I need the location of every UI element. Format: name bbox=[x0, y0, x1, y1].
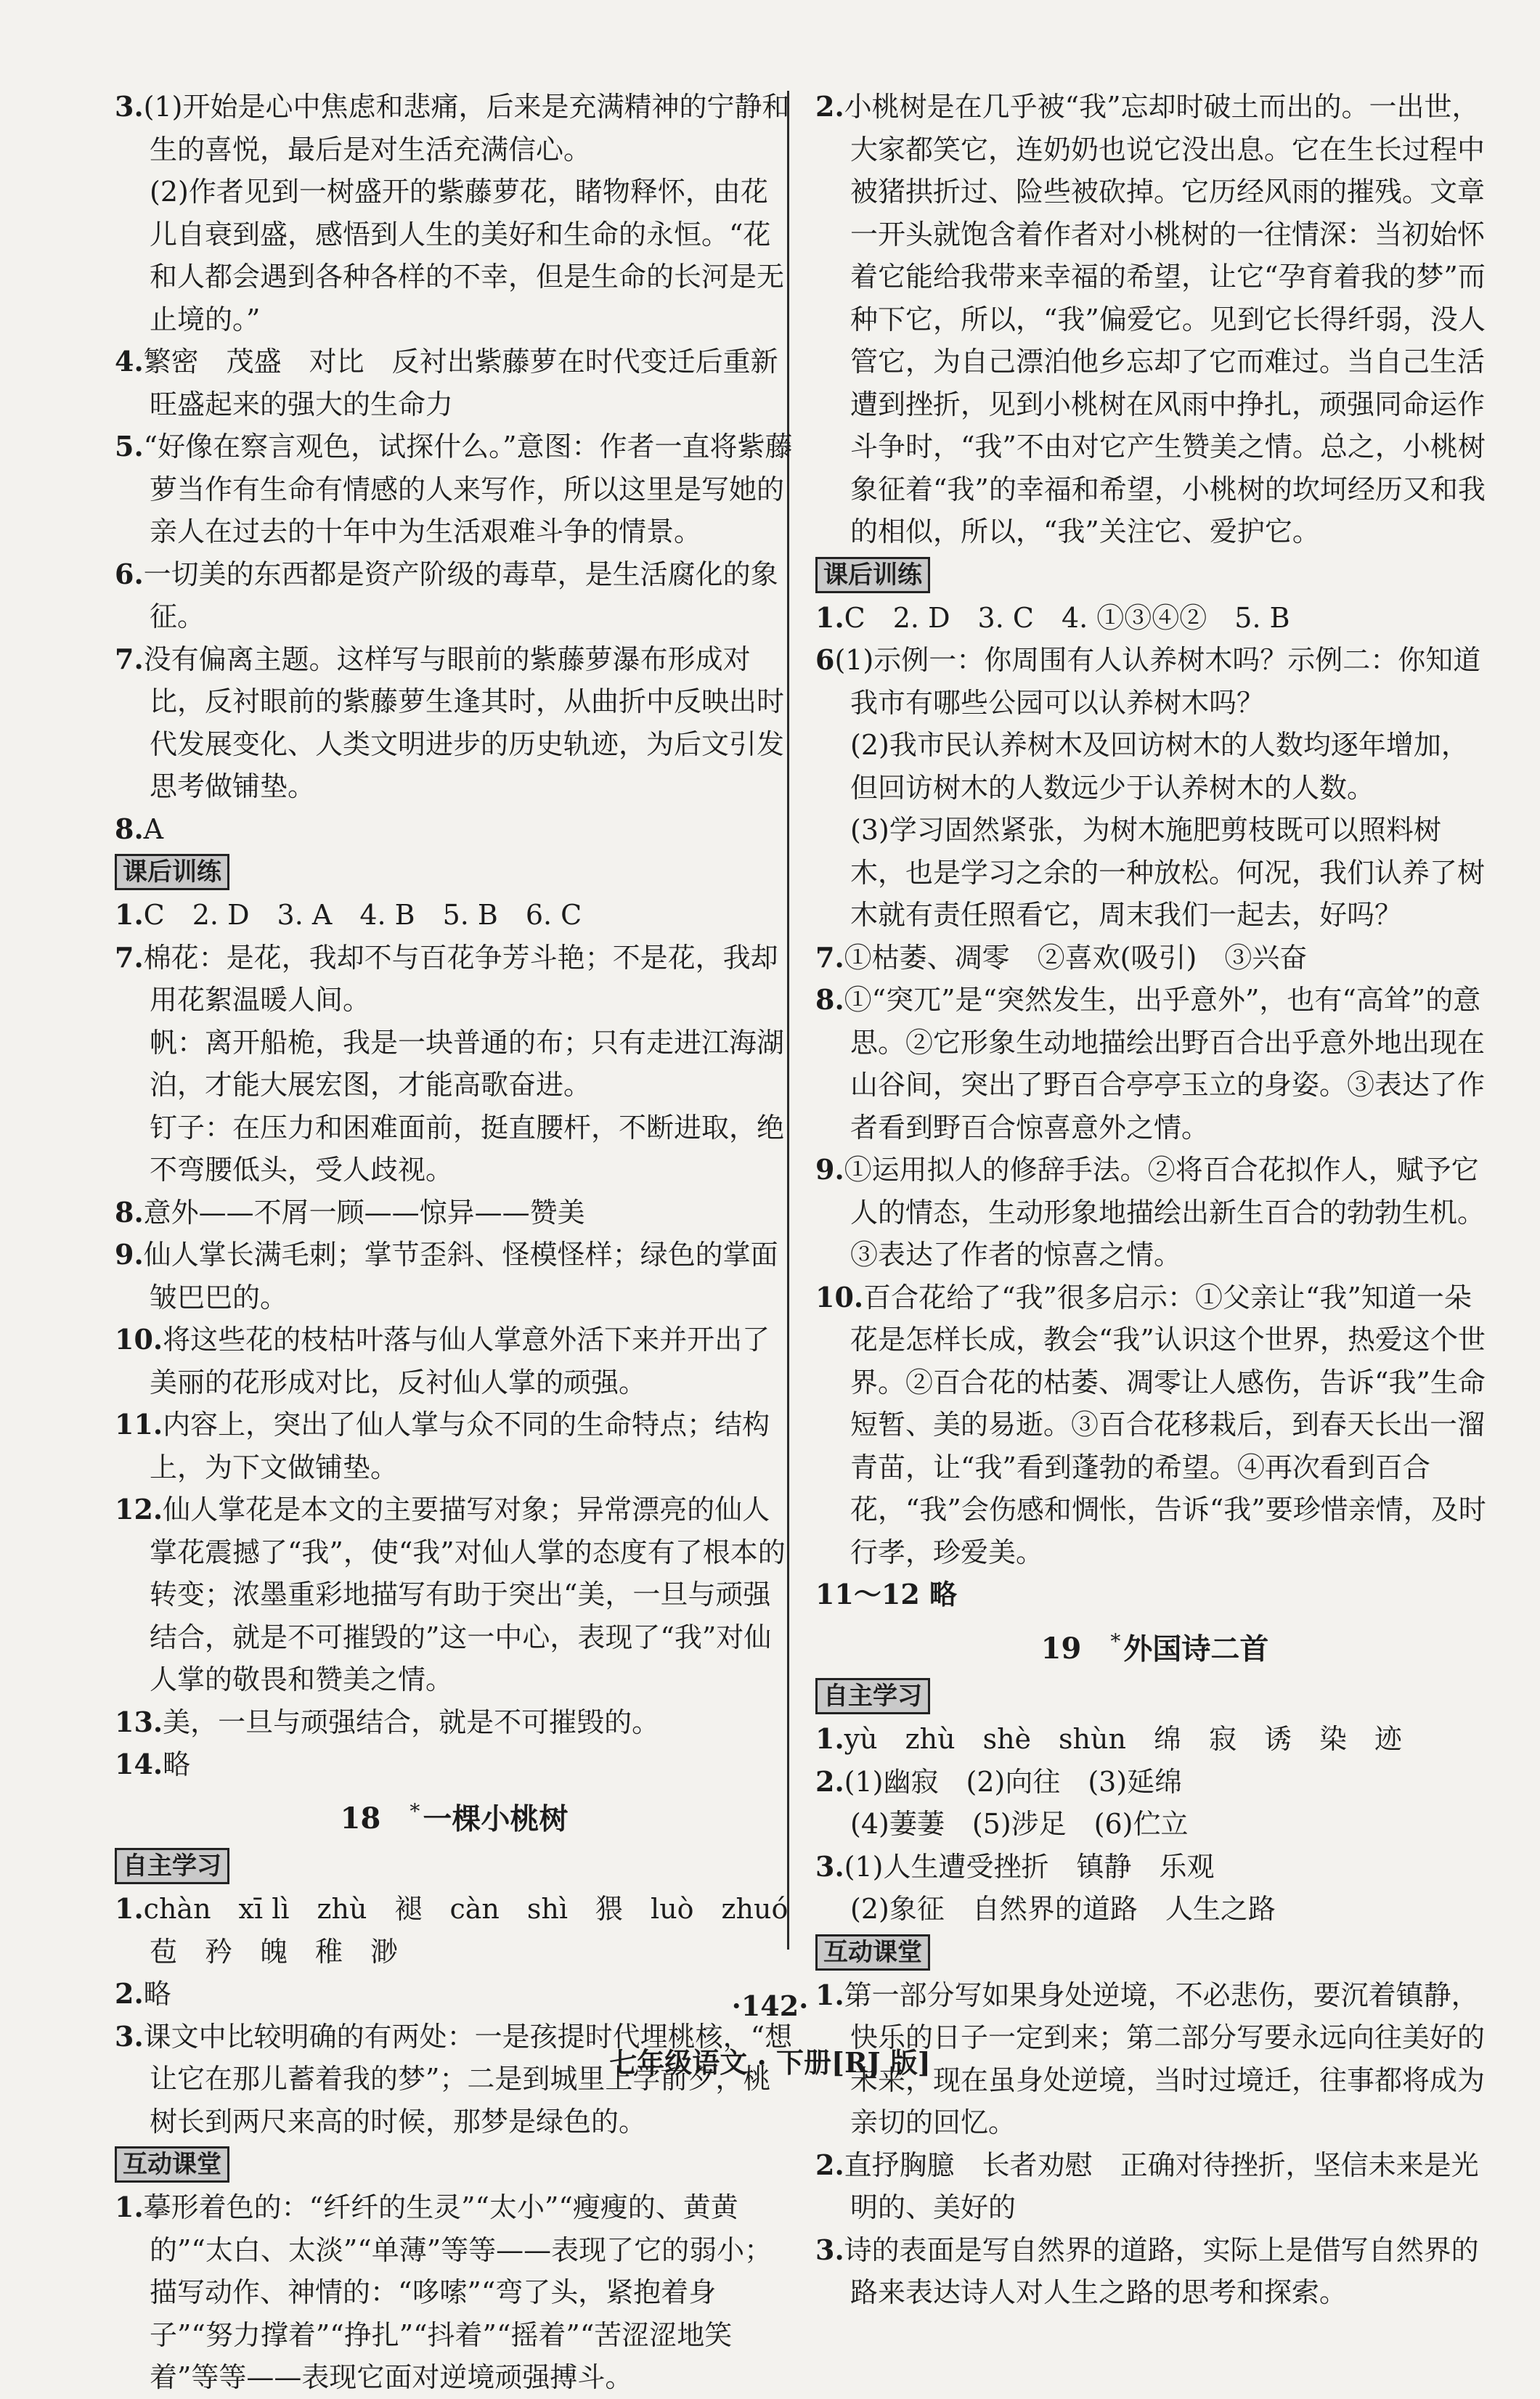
interactive-1: 1.第一部分写如果身处逆境，不必悲伤，要沉着镇静，快乐的日子一定到来；第二部分写要永远向往美好的未来，现在虽身处逆境，当时过境迁，往事都将成为亲切的回忆。 bbox=[815, 1978, 1486, 2139]
after-class-7: 7.棉花：是花，我却不与百花争芳斗艳；不是花，我却用花絮温暖人间。 bbox=[115, 940, 778, 1016]
lesson-19-heading: 19 * 外国诗二首 bbox=[1040, 1629, 1269, 1666]
after-class-12: 12.仙人掌花是本文的主要描写对象；异常漂亮的仙人掌花震撼了“我”，使“我”对仙人掌的态度有了根本的转变；浓墨重彩地描写有助于突出“美，一旦与顽强结合，就是不可摧毁的”这一中心，表现了“我”对仙人掌的敬畏和赞美之情。 bbox=[115, 1493, 786, 1695]
interactive-3: 3.诗的表面是写自然界的道路，实际上是借写自然界的路来表达诗人对人生之路的思考和探索。 bbox=[815, 2233, 1479, 2309]
section-label-after-class: 课后训练 bbox=[815, 557, 930, 593]
section-label-self-study: 自主学习 bbox=[815, 1678, 930, 1714]
after-class-9: 9.仙人掌长满毛刺；掌节歪斜、怪模怪样；绿色的掌面皱巴巴的。 bbox=[115, 1238, 778, 1313]
self-study-2: 2.(1)幽寂 (2)向往 (3)延绵 bbox=[815, 1764, 1183, 1798]
after-class-10: 10.百合花给了“我”很多启示：①父亲让“我”知道一朵花是怎样长成，教会“我”认识这个世界，热爱这个世界。②百合花的枯萎、凋零让人感伤，告诉“我”生命短暂、美的易逝。③百合花移栽后，到春天长出一溜青苗，让“我”看到蓬勃的希望。④再次看到百合花，“我”会伤感和惆怅，告诉“我”要珍惜亲情，及时行孝，珍爱美。 bbox=[815, 1280, 1486, 1568]
interactive-2: 2.直抒胸臆 长者劝慰 正确对待挫折，坚信未来是光明的、美好的 bbox=[815, 2148, 1479, 2224]
section-label-after-class: 课后训练 bbox=[115, 854, 229, 890]
lesson-18-heading: 18 * 一棵小桃树 bbox=[340, 1799, 569, 1836]
answer-4: 4.繁密 茂盛 对比 反衬出紫藤萝在时代变迁后重新旺盛起来的强大的生命力 bbox=[115, 345, 778, 420]
answer-5: 5.“好像在察言观色，试探什么。”意图：作者一直将紫藤萝当作有生命有情感的人来写作，所以这里是写她的亲人在过去的十年中为生活艰难斗争的情景。 bbox=[115, 430, 793, 547]
self-study-2b: (4)萋萋 (5)涉足 (6)伫立 bbox=[850, 1808, 1189, 1841]
after-class-11-12: 11～12 略 bbox=[815, 1578, 957, 1610]
self-study-3: 3.课文中比较明确的有两处：一是孩提时代埋桃核，“想让它在那儿蓄着我的梦”；二是到城里上学前夕，桃树长到两尺来高的时候，那梦是绿色的。 bbox=[115, 2019, 793, 2138]
after-class-6c: (3)学习固然紧张，为树木施肥剪枝既可以照料树木，也是学习之余的一种放松。何况，我们认养了树木就有责任照看它，周末我们一起去，好吗？ bbox=[850, 814, 1486, 931]
answer-7: 7.没有偏离主题。这样写与眼前的紫藤萝瀑布形成对比，反衬眼前的紫藤萝生逢其时，从曲折中反映出时代发展变化、人类文明进步的历史轨迹，为后文引发思考做铺垫。 bbox=[115, 642, 785, 802]
self-study-1: 1.chàn xī lì zhù 褪 càn shì 猥 luò zhuó bbox=[115, 1892, 789, 1926]
after-class-1: 1.C 2. D 3. A 4. B 5. B 6. C bbox=[115, 898, 582, 931]
after-class-7b: 帆：离开船桅，我是一块普通的布；只有走进江海湖泊，才能大展宏图，才能高歌奋进。 bbox=[150, 1026, 785, 1101]
book-title-footer: 七年级语文 · 下册[RJ 版] bbox=[609, 2046, 931, 2079]
after-class-6b: (2)我市民认养树木及回访树木的人数均逐年增加，但回访树木的人数远少于认养树木的人数。 bbox=[850, 729, 1469, 804]
self-study-1: 1.yù zhù shè shùn 绵 寂 诱 染 迹 bbox=[815, 1722, 1402, 1756]
self-study-3: 3.(1)人生遭受挫折 镇静 乐观 bbox=[815, 1849, 1215, 1883]
section-label-interactive: 互动课堂 bbox=[115, 2146, 229, 2183]
answer-3: 3.(1)开始是心中焦虑和悲痛，后来是充满精神的宁静和生的喜悦，最后是对生活充满信心。 bbox=[115, 90, 790, 166]
interactive-1: 1.摹形着色的：“纤纤的生灵”“太小”“瘦瘦的、黄黄的”“太白、太淡”“单薄”等等——表现了它的弱小；描写动作、神情的：“哆嗦”“弯了头，紧抱着身子”“努力撑着”“挣扎”“抖着”“摇着”“苦涩涩地笑着”等等——表现它面对逆境顽强搏斗。 bbox=[115, 2191, 773, 2394]
self-study-3b: (2)象征 自然界的道路 人生之路 bbox=[850, 1893, 1276, 1926]
after-class-8: 8.①“突兀”是“突然发生，出乎意外”，也有“高耸”的意思。②它形象生动地描绘出野百合出乎意外地出现在山谷间，突出了野百合亭亭玉立的身姿。③表达了作者看到野百合惊喜意外之情。 bbox=[815, 983, 1486, 1144]
after-class-9: 9.①运用拟人的修辞手法。②将百合花拟作人，赋予它人的情态，生动形象地描绘出新生百合的勃勃生机。③表达了作者的惊喜之情。 bbox=[815, 1153, 1486, 1271]
section-label-self-study: 自主学习 bbox=[115, 1848, 229, 1884]
answer-8: 8.A bbox=[115, 812, 164, 845]
after-class-14: 14.略 bbox=[115, 1748, 191, 1780]
self-study-1b: 苞 矜 魄 稚 渺 bbox=[150, 1935, 399, 1968]
right-column bbox=[815, 86, 1494, 2314]
after-class-6: 6(1)示例一：你周围有人认养树木吗？示例二：你知道我市有哪些公园可以认养树木吗？ bbox=[815, 643, 1481, 719]
self-study-2: 2.略 bbox=[115, 1977, 171, 2011]
after-class-7c: 钉子：在压力和困难面前，挺直腰杆，不断进取，绝不弯腰低头，受人歧视。 bbox=[150, 1111, 785, 1186]
after-class-10: 10.将这些花的枝枯叶落与仙人掌意外活下来并开出了美丽的花形成对比，反衬仙人掌的顽强。 bbox=[115, 1323, 770, 1398]
section-label-interactive: 互动课堂 bbox=[815, 1934, 930, 1971]
after-class-13: 13.美，一旦与顽强结合，就是不可摧毁的。 bbox=[115, 1705, 660, 1738]
after-class-8: 8.意外——不屑一顾——惊异——赞美 bbox=[115, 1195, 585, 1229]
answer-3-part2: (2)作者见到一树盛开的紫藤萝花，睹物释怀，由花儿自衰到盛，感悟到人生的美好和生命的永恒。“花和人都会遇到各种各样的不幸，但是生命的长河是无止境的。” bbox=[150, 176, 785, 335]
after-class-7: 7.①枯萎、凋零 ②喜欢(吸引) ③兴奋 bbox=[815, 940, 1308, 974]
page-number: ·142· bbox=[731, 1989, 809, 2022]
answer-2: 2.小桃树是在几乎被“我”忘却时破土而出的。一出世，大家都笑它，连奶奶也说它没出息。它在生长过程中被猪拱折过、险些被砍掉。它历经风雨的摧残。文章一开头就饱含着作者对小桃树的一往情深：当初始怀着它能给我带来幸福的希望，让它“孕育着我的梦”而种下它，所以，“我”偏爱它。见到它长得纤弱，没人管它，为自己漂泊他乡忘却了它而难过。当自己生活遭到挫折，见到小桃树在风雨中挣扎，顽强同命运作斗争时，“我”不由对它产生赞美之情。总之，小桃树象征着“我”的幸福和希望，小桃树的坎坷经历又和我的相似，所以，“我”关注它、爱护它。 bbox=[815, 90, 1486, 547]
after-class-1: 1.C 2. D 3. C 4. ①③④② 5. B bbox=[815, 600, 1290, 634]
answer-6: 6.一切美的东西都是资产阶级的毒草，是生活腐化的象征。 bbox=[115, 557, 778, 632]
after-class-11: 11.内容上，突出了仙人掌与众不同的生命特点；结构上，为下文做铺垫。 bbox=[115, 1408, 770, 1483]
